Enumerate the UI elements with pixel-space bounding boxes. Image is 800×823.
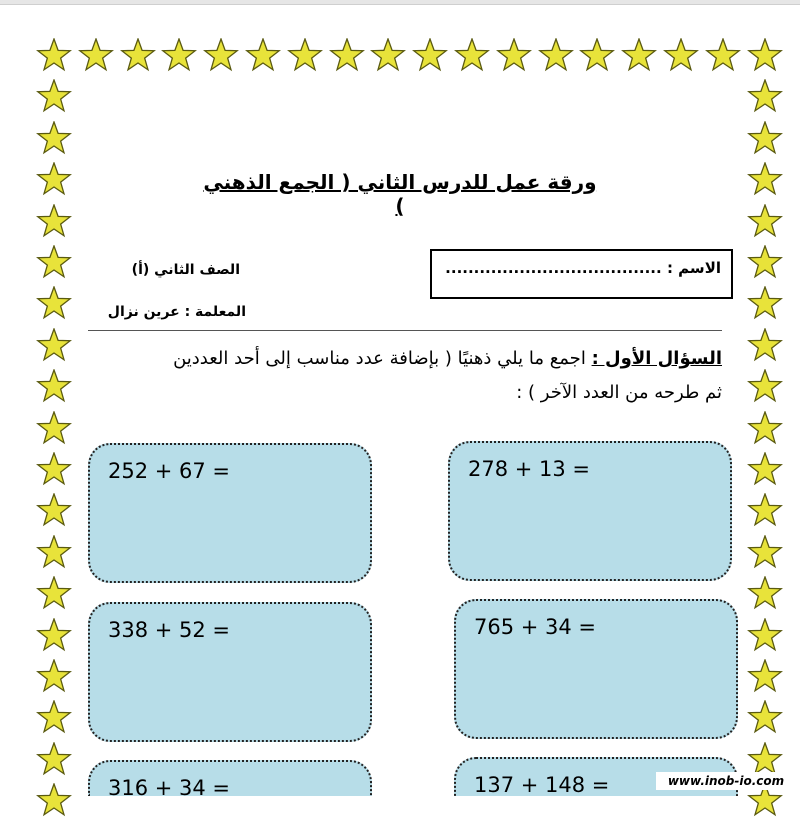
star-icon — [747, 659, 783, 695]
star-icon — [245, 38, 281, 74]
question-text-line1: اجمع ما يلي ذهنيًا ( بإضافة عدد مناسب إلى أحد العددين — [173, 348, 586, 369]
star-icon — [203, 38, 239, 74]
star-icon — [747, 38, 783, 74]
star-icon — [36, 162, 72, 198]
star-icon — [747, 493, 783, 529]
star-icon — [36, 121, 72, 157]
star-icon — [36, 369, 72, 405]
star-icon — [36, 659, 72, 695]
problem-text: 278 + 13 = — [468, 457, 591, 481]
star-icon — [36, 245, 72, 281]
grade-label: الصف الثاني (أ) — [131, 262, 240, 278]
star-icon — [36, 535, 72, 571]
question-label: السؤال الأول : — [591, 348, 722, 369]
problem-box-1[interactable] — [88, 443, 372, 583]
star-icon — [496, 38, 532, 74]
star-icon — [747, 286, 783, 322]
star-icon — [36, 700, 72, 736]
star-icon — [36, 452, 72, 488]
star-icon — [579, 38, 615, 74]
star-icon — [747, 618, 783, 654]
star-icon — [663, 38, 699, 74]
star-icon — [747, 162, 783, 198]
star-icon — [36, 286, 72, 322]
problem-box-3[interactable] — [88, 602, 372, 742]
star-icon — [287, 38, 323, 74]
star-icon — [36, 204, 72, 240]
star-icon — [538, 38, 574, 74]
problem-box-4[interactable] — [454, 599, 738, 739]
star-icon — [370, 38, 406, 74]
star-icon — [747, 245, 783, 281]
star-icon — [36, 493, 72, 529]
star-icon — [36, 411, 72, 447]
worksheet-title: ورقة عمل للدرس الثاني ( الجمع الذهني ) — [203, 170, 597, 218]
star-icon — [120, 38, 156, 74]
star-icon — [36, 38, 72, 74]
window-top-edge — [0, 0, 800, 5]
star-icon — [747, 452, 783, 488]
star-icon — [747, 535, 783, 571]
star-icon — [747, 411, 783, 447]
star-icon — [161, 38, 197, 74]
star-icon — [36, 742, 72, 778]
star-icon — [747, 328, 783, 364]
star-icon — [747, 121, 783, 157]
star-icon — [747, 700, 783, 736]
name-dots: ...................................... — [445, 259, 662, 277]
problem-text: 316 + 34 = — [108, 776, 231, 800]
problem-box-2[interactable] — [448, 441, 732, 581]
problem-box-5[interactable] — [88, 760, 372, 800]
star-icon — [621, 38, 657, 74]
star-icon — [36, 618, 72, 654]
star-icon — [412, 38, 448, 74]
star-icon — [454, 38, 490, 74]
star-icon — [36, 576, 72, 612]
star-icon — [705, 38, 741, 74]
divider-line — [88, 330, 722, 331]
star-icon — [78, 38, 114, 74]
star-icon — [36, 79, 72, 115]
problem-text: 252 + 67 = — [108, 459, 231, 483]
footer-url: www.inob-io.com — [656, 772, 796, 790]
question-one — [110, 342, 722, 410]
star-icon — [747, 204, 783, 240]
name-field-box[interactable] — [430, 249, 733, 299]
name-label: الاسم : — [666, 259, 721, 277]
star-icon — [747, 369, 783, 405]
star-icon — [747, 79, 783, 115]
star-icon — [329, 38, 365, 74]
question-text-line2: ثم طرحه من العدد الآخر ) : — [516, 382, 722, 403]
problem-text: 137 + 148 = — [474, 773, 610, 797]
star-icon — [36, 783, 72, 819]
star-icon — [36, 328, 72, 364]
problem-text: 765 + 34 = — [474, 615, 597, 639]
problem-text: 338 + 52 = — [108, 618, 231, 642]
teacher-label: المعلمة : عرين نزال — [107, 304, 246, 320]
star-icon — [747, 576, 783, 612]
